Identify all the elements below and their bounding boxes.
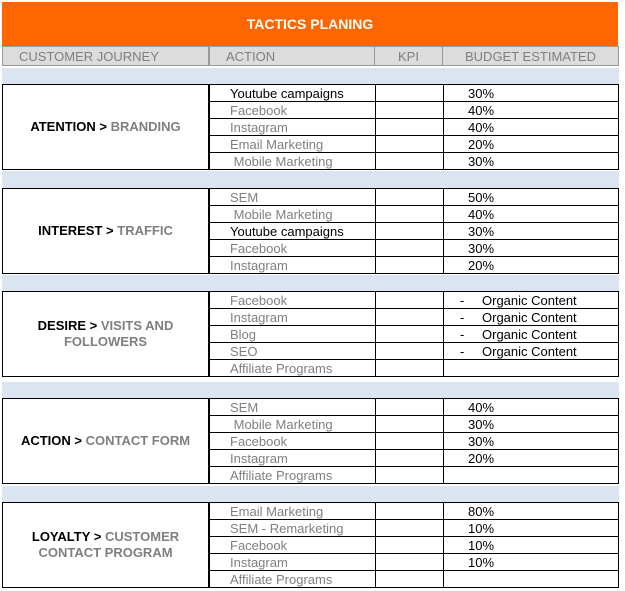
kpi-cell [375, 537, 443, 554]
stage-subtitle: BRANDING [110, 119, 181, 134]
table-row [209, 257, 619, 274]
table-row [209, 450, 619, 467]
kpi-cell [375, 433, 443, 450]
col-header-action: ACTION [209, 46, 375, 66]
col-header-journey: CUSTOMER JOURNEY [2, 46, 209, 66]
budget-cell [443, 326, 619, 343]
budget-value: Organic Content [482, 293, 577, 308]
table-row [209, 416, 619, 433]
journey-stage [2, 398, 209, 484]
journey-stage [2, 84, 209, 170]
stage-subtitle: TRAFFIC [117, 223, 173, 238]
journey-section [2, 291, 619, 377]
table-row [209, 537, 619, 554]
col-header-kpi: KPI [374, 46, 443, 66]
budget-cell: 40% [443, 398, 619, 416]
budget-value: Organic Content [482, 344, 577, 359]
action-cell: Instagram [209, 257, 375, 274]
kpi-cell [375, 416, 443, 433]
kpi-cell [375, 571, 443, 588]
table-row [209, 223, 619, 240]
action-cell: Youtube campaigns [209, 84, 375, 102]
action-cell: Mobile Marketing [209, 416, 375, 433]
action-cell: Facebook [209, 433, 375, 450]
action-cell: Mobile Marketing [209, 206, 375, 223]
table-row [209, 119, 619, 136]
table-row [209, 520, 619, 537]
budget-value: Organic Content [482, 310, 577, 325]
budget-cell: 30% [443, 153, 619, 170]
bullet-dash: - [460, 327, 465, 342]
kpi-cell [375, 188, 443, 206]
budget-cell [443, 571, 619, 588]
action-cell: SEM [209, 188, 375, 206]
journey-section [2, 84, 619, 170]
budget-cell: 20% [443, 136, 619, 153]
action-cell: Facebook [209, 240, 375, 257]
stage-subtitle: CONTACT FORM [85, 433, 191, 448]
bullet-dash: - [460, 293, 465, 308]
table-row [209, 136, 619, 153]
action-cell: Affiliate Programs [209, 467, 375, 484]
budget-cell: 10% [443, 537, 619, 554]
kpi-cell [375, 554, 443, 571]
kpi-cell [375, 343, 443, 360]
kpi-cell [375, 360, 443, 377]
action-cell: SEO [209, 343, 375, 360]
table-row [209, 153, 619, 170]
budget-cell: 30% [443, 223, 619, 240]
section-spacer [2, 486, 619, 503]
budget-cell: 30% [443, 416, 619, 433]
journey-section [2, 502, 619, 588]
kpi-cell [375, 502, 443, 520]
journey-stage [2, 291, 209, 377]
action-cell: Facebook [209, 291, 375, 309]
budget-cell: 40% [443, 206, 619, 223]
table-row [209, 433, 619, 450]
budget-cell: 20% [443, 450, 619, 467]
stage-key: LOYALTY > [31, 529, 105, 544]
action-cell: Mobile Marketing [209, 153, 375, 170]
action-cell: Email Marketing [209, 136, 375, 153]
budget-cell: 30% [443, 84, 619, 102]
kpi-cell [375, 119, 443, 136]
action-cell: Blog [209, 326, 375, 343]
kpi-cell [375, 520, 443, 537]
budget-cell: 10% [443, 520, 619, 537]
action-cell: Instagram [209, 309, 375, 326]
table-row [209, 554, 619, 571]
table-row [209, 467, 619, 484]
action-cell: Instagram [209, 119, 375, 136]
kpi-cell [375, 467, 443, 484]
kpi-cell [375, 257, 443, 274]
action-cell: Instagram [209, 554, 375, 571]
kpi-cell [375, 326, 443, 343]
stage-key: INTEREST > [38, 223, 118, 238]
table-row [209, 291, 619, 309]
action-cell: Facebook [209, 537, 375, 554]
budget-cell [443, 343, 619, 360]
budget-value: Organic Content [482, 327, 577, 342]
journey-stage [2, 188, 209, 274]
budget-cell: 80% [443, 502, 619, 520]
bullet-dash: - [460, 310, 465, 325]
table-row [209, 309, 619, 326]
budget-cell [443, 291, 619, 309]
section-spacer [2, 275, 619, 292]
journey-section [2, 188, 619, 274]
table-row [209, 326, 619, 343]
journey-stage [2, 502, 209, 588]
stage-subtitle: VISITS AND FOLLOWERS [63, 318, 174, 349]
stage-key: ATENTION > [30, 119, 111, 134]
kpi-cell [375, 398, 443, 416]
table-row [209, 206, 619, 223]
action-cell: Instagram [209, 450, 375, 467]
table-row [209, 398, 619, 416]
table-row [209, 240, 619, 257]
budget-cell: 30% [443, 433, 619, 450]
action-cell: Affiliate Programs [209, 571, 375, 588]
bullet-dash: - [460, 344, 465, 359]
kpi-cell [375, 153, 443, 170]
kpi-cell [375, 136, 443, 153]
section-spacer [2, 382, 619, 399]
action-cell: Affiliate Programs [209, 360, 375, 377]
col-header-budget: BUDGET ESTIMATED [442, 46, 619, 66]
kpi-cell [375, 223, 443, 240]
kpi-cell [375, 450, 443, 467]
stage-key: ACTION > [20, 433, 86, 448]
section-spacer [2, 171, 619, 188]
kpi-cell [375, 102, 443, 119]
table-row [209, 84, 619, 102]
action-cell: SEM [209, 398, 375, 416]
budget-cell: 20% [443, 257, 619, 274]
budget-cell: 10% [443, 554, 619, 571]
budget-cell [443, 309, 619, 326]
table-row [209, 571, 619, 588]
action-cell: Facebook [209, 102, 375, 119]
table-row [209, 502, 619, 520]
journey-section [2, 398, 619, 484]
budget-cell: 40% [443, 119, 619, 136]
budget-cell: 50% [443, 188, 619, 206]
stage-subtitle: CUSTOMER CONTACT PROGRAM [38, 529, 180, 560]
sheet-title: TACTICS PLANING [2, 2, 618, 46]
kpi-cell [375, 309, 443, 326]
kpi-cell [375, 206, 443, 223]
budget-cell: 40% [443, 102, 619, 119]
table-row [209, 360, 619, 377]
kpi-cell [375, 291, 443, 309]
stage-key: DESIRE > [37, 318, 101, 333]
kpi-cell [375, 84, 443, 102]
table-row [209, 102, 619, 119]
action-cell: Email Marketing [209, 502, 375, 520]
budget-cell: 30% [443, 240, 619, 257]
action-cell: SEM - Remarketing [209, 520, 375, 537]
section-spacer [2, 68, 619, 85]
kpi-cell [375, 240, 443, 257]
action-cell: Youtube campaigns [209, 223, 375, 240]
table-row [209, 188, 619, 206]
budget-cell [443, 467, 619, 484]
budget-cell [443, 360, 619, 377]
table-row [209, 343, 619, 360]
